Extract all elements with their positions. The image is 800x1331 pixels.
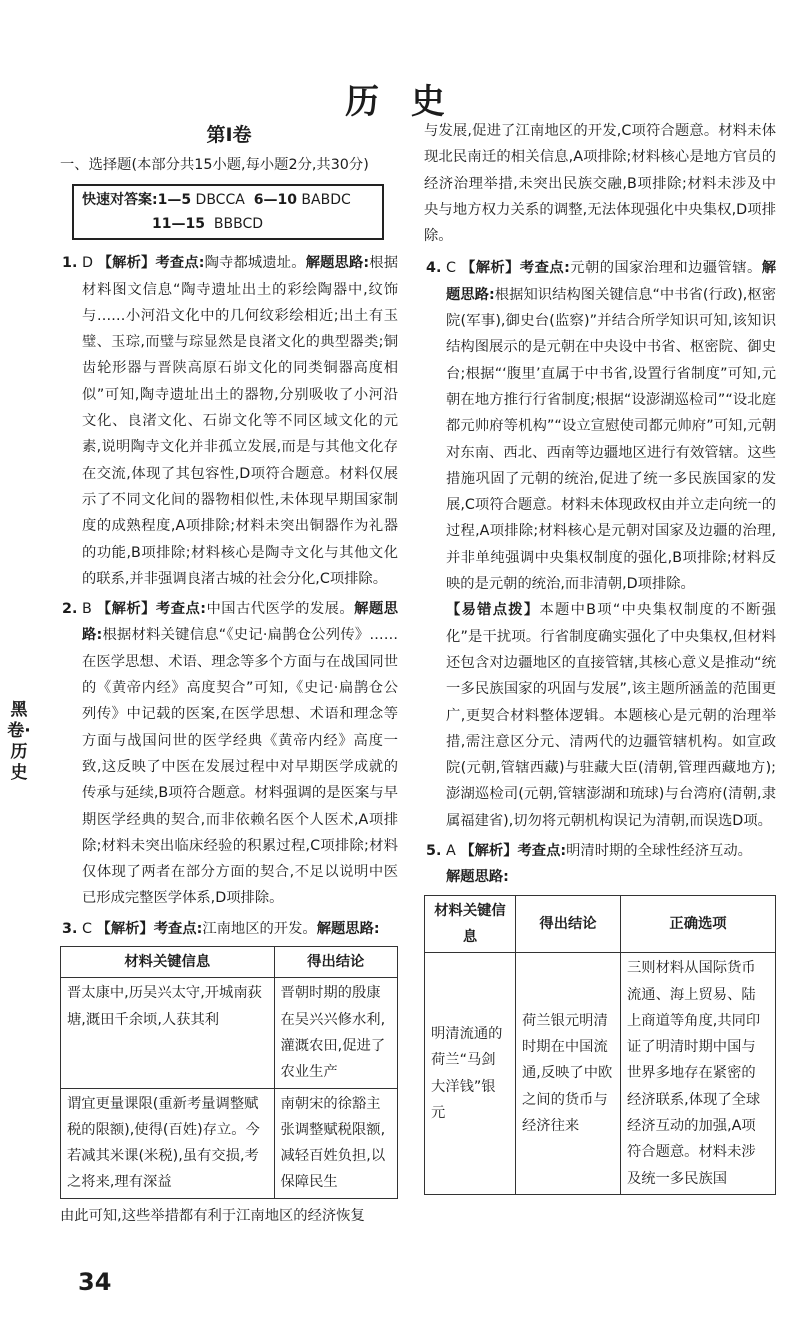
tip-body: 本题中B项“中央集权制度的不断强化”是干扰项。行省制度确实强化了中央集权,但材料还包含对边疆地区的直接管辖,其核心意义是推动“统一多民族国家的巩固与发展”,该主题所涵盖的范围更广,更契合材料整体逻辑。本题核心是元朝的治理举措,需注意区分元、清两代的边疆管辖机构。如宣政院(元朝,管辖西藏)与驻藏大臣(清朝,管理西藏地方);澎湖巡检司(元朝,管辖澎湖和琉球)与台湾府(清朝,隶属福建省),切勿将元朝机构误记为清朝,而误选D项。 xyxy=(446,602,776,829)
topic-text: 中国古代医学的发展。 xyxy=(205,601,355,618)
section-heading: 一、选择题(本部分共15小题,每小题2分,共30分) xyxy=(60,157,369,173)
approach-tag: 解题思路: xyxy=(446,869,509,886)
quick-answers-1: DBCCA xyxy=(195,192,245,209)
quick-range-3: 11—15 xyxy=(152,216,205,233)
question-3 xyxy=(60,916,398,942)
analysis-tag: 【解析】考查点: xyxy=(460,260,570,277)
q3-info-table xyxy=(60,946,398,1199)
tip-tag: 【易错点拨】 xyxy=(446,602,540,619)
topic-text: 江南地区的开发。 xyxy=(202,920,317,937)
answer-body: 根据材料关键信息“《史记·扁鹊仓公列传》……在医学思想、术语、理念等多个方面与在战国同世的《黄帝内经》高度契合”可知,《史记·扁鹊仓公列传》中记载的医案,在医学思想、术语和理念等方面与战国问世的医学经典《黄帝内经》高度一致,这反映了中医在发展过程中对早期医学成就的传承与延续,B项符合题意。材料强调的是医案与早期医学经典的契合,而非依赖名医个人医术,A项排除;材料未突出临床经验的积累过程,C项排除;材料仅体现了两者在部分方面的契合,不足以说明中医已形成完整医学体系,D项排除。 xyxy=(82,627,398,907)
table-header: 得出结论 xyxy=(516,895,621,953)
topic-text: 元朝的国家治理和边疆管辖。 xyxy=(569,260,762,277)
table-cell: 南朝宋的徐豁主张调整赋税限额,减轻百姓负担,以保障民生 xyxy=(274,1088,398,1198)
question-1 xyxy=(60,250,398,592)
answer-body: 根据知识结构图关键信息“中书省(行政),枢密院(军事),御史台(监察)”并结合所学知识可知,该知识结构图展示的是元朝在中央设中书省、枢密院、御史台;根据“‘腹里’直属于中书省,设置行省制度”可知,元朝在地方推行行省制度;根据“设澎湖巡检司”“设北庭都元帅府等机构”“设立宣慰使司都元帅府”可知,元朝对东南、西北、西南等边疆地区进行有效管辖。这些措施巩固了元朝的统治,促进了统一多民族国家的发展,C项符合题意。材料未体现政权由并立走向统一的过程,A项排除;材料核心是元朝对国家及边疆的治理,并非单纯强调中央集权制度的强化,B项排除;材料反映的是元朝的统治,而非清朝,D项排除。 xyxy=(446,286,777,593)
answer-body: 根据材料图文信息“陶寺遗址出土的彩绘陶器中,纹饰与……小河沿文化中的几何纹彩绘相近;出土有玉璧、玉琮,而璧与琮显然是良渚文化的典型器类;铜齿轮形器与晋陕高原石峁文化的同类铜器高度相似”可知,陶寺遗址出土的器物,分别吸收了小河沿文化、良渚文化、石峁文化等不同区域文化的元素,说明陶寺文化并非孤立发展,而是与其他文化存在交流,体现了其包容性,D项符合题意。材料仅展示了不同文化间的器物相似性,未体现早期国家制度的成熟程度,A项排除;材料未突出铜器作为礼器的功能,B项排除;材料核心是陶寺文化与其他文化的联系,并非强调良渚古城的社会分化,C项排除。 xyxy=(82,255,399,587)
table-cell: 晋太康中,历吴兴太守,开城南荻塘,溉田千余顷,人获其利 xyxy=(61,978,275,1088)
question-number: 4. xyxy=(426,260,442,277)
table-cell: 荷兰银元明清时期在中国流通,反映了中欧之间的货币与经济往来 xyxy=(516,953,621,1195)
approach-tag: 解题思路: xyxy=(82,601,399,644)
table-header-row xyxy=(61,947,398,978)
q3-after-table: 由此可知,这些举措都有利于江南地区的经济恢复 xyxy=(60,1207,365,1224)
answer-letter: C xyxy=(446,260,456,277)
table-cell: 明清流通的荷兰“马剑大洋钱”银元 xyxy=(425,953,516,1195)
left-column xyxy=(60,120,398,1229)
quick-answers-3: BBBCD xyxy=(213,216,263,233)
table-cell: 三则材料从国际货币流通、海上贸易、陆上商道等角度,共同印证了明清时期中国与世界多地存在紧密的经济联系,体现了全球经济互动的加强,A项符合题意。材料未涉及统一多民族国 xyxy=(621,953,776,1195)
analysis-tag: 【解析】考查点: xyxy=(96,601,206,618)
table-header: 正确选项 xyxy=(621,895,776,953)
topic-text: 陶寺都城遗址。 xyxy=(204,255,306,272)
q3-continuation: 与发展,促进了江南地区的开发,C项符合题意。材料未体现北民南迁的相关信息,A项排除;材料核心是地方官员的经济治理举措,未突出民族交融,B项排除;材料未涉及中央与地方权力关系的调整,无法体现强化中央集权,D项排除。 xyxy=(424,123,776,245)
quick-answers-label: 快速对答案: xyxy=(82,192,158,209)
answer-letter: D xyxy=(82,255,94,272)
analysis-tag: 【解析】考查点: xyxy=(460,843,567,860)
quick-range-1: 1—5 xyxy=(157,192,192,209)
approach-tag: 解题思路: xyxy=(305,255,370,272)
table-row xyxy=(425,953,776,1195)
page-title: 历 史 xyxy=(345,82,455,122)
question-number: 1. xyxy=(62,255,78,272)
side-tab: 黑卷·历史 xyxy=(7,700,31,783)
approach-tag: 解题思路: xyxy=(446,260,777,303)
table-cell: 晋朝时期的殷康在吴兴兴修水利,灌溉农田,促进了农业生产 xyxy=(274,978,398,1088)
quick-range-2: 6—10 xyxy=(253,192,297,209)
answer-letter: B xyxy=(82,601,92,618)
question-number: 3. xyxy=(62,920,78,937)
approach-tag: 解题思路: xyxy=(316,920,380,937)
table-row xyxy=(61,978,398,1088)
table-row xyxy=(61,1088,398,1198)
analysis-tag: 【解析】考查点: xyxy=(96,920,203,937)
table-cell: 谓宜更量课限(重新考量调整赋税的限额),使得(百姓)存立。今若减其米课(米税),虽有交损,考之将来,理有深益 xyxy=(61,1088,275,1198)
quick-answers-2: BABDC xyxy=(301,192,351,209)
q5-info-table xyxy=(424,895,776,1195)
table-header: 材料关键信息 xyxy=(425,895,516,953)
table-header-row xyxy=(425,895,776,953)
answer-letter: A xyxy=(446,843,456,860)
question-number: 2. xyxy=(62,601,78,618)
right-column xyxy=(424,118,776,1199)
question-2 xyxy=(60,596,398,912)
question-4 xyxy=(424,255,776,834)
section-title: 第Ⅰ卷 xyxy=(206,124,252,146)
question-number: 5. xyxy=(426,843,442,860)
quick-answers-box xyxy=(72,184,384,240)
table-header: 得出结论 xyxy=(274,947,398,978)
analysis-tag: 【解析】考查点: xyxy=(97,255,205,272)
answer-letter: C xyxy=(82,920,92,937)
page-number: 34 xyxy=(78,1268,112,1296)
question-5 xyxy=(424,838,776,891)
topic-text: 明清时期的全球性经济互动。 xyxy=(566,843,752,860)
table-header: 材料关键信息 xyxy=(61,947,275,978)
